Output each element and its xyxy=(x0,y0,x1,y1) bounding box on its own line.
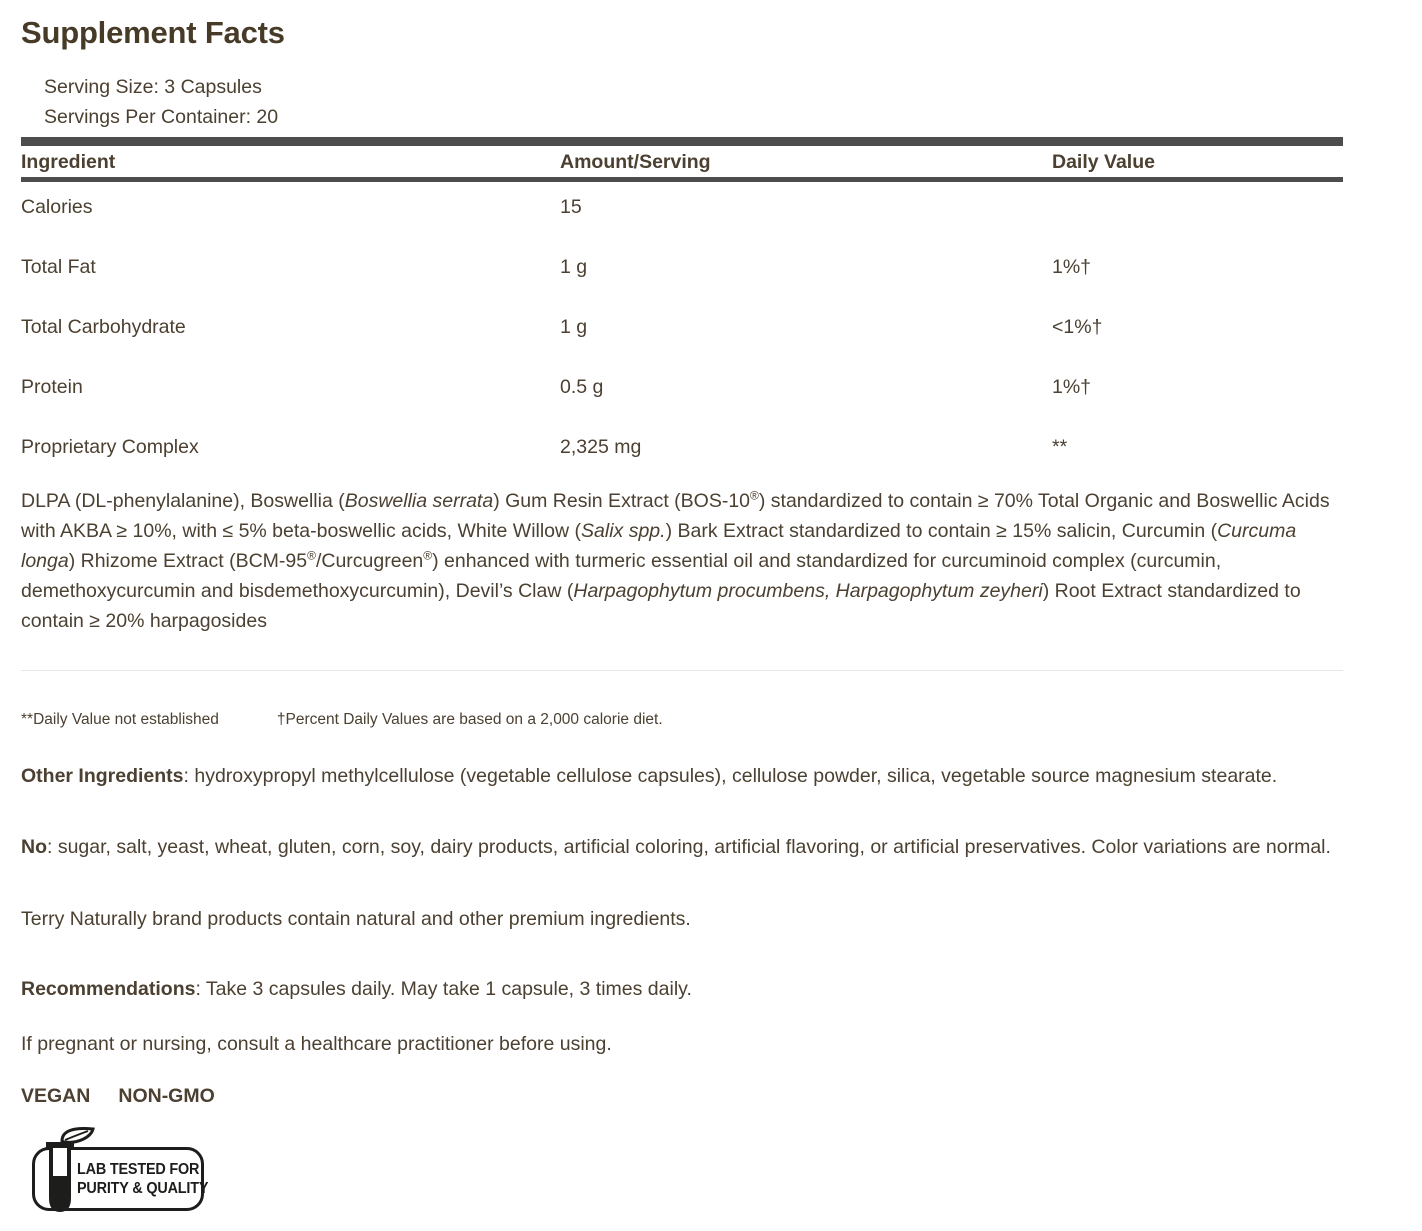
lab-badge-text xyxy=(77,1160,208,1198)
serving-size: Serving Size: 3 Capsules xyxy=(44,76,262,98)
header-daily-value: Daily Value xyxy=(1052,151,1155,173)
diet-badges xyxy=(21,1085,1422,1108)
table-row xyxy=(21,242,1345,302)
lab-badge-line1: LAB TESTED FOR xyxy=(77,1161,200,1178)
amount-per-serving: 15 xyxy=(560,196,582,218)
lab-badge-line2: PURITY & QUALITY xyxy=(77,1180,209,1197)
brand-statement: Terry Naturally brand products contain natural and other premium ingredients. xyxy=(21,908,691,930)
daily-value: ** xyxy=(1052,436,1068,458)
vegan-badge: VEGAN xyxy=(21,1085,91,1107)
ingredient-name: Protein xyxy=(21,376,83,398)
recommendations-label: Recommendations xyxy=(21,978,196,1000)
table-row xyxy=(21,302,1345,362)
recommendations-statement xyxy=(21,974,1345,1004)
no-text: : sugar, salt, yeast, wheat, gluten, corn, soy, dairy products, artificial coloring, artificial flavoring, or artificial preservatives. Color variations are normal. xyxy=(47,836,1331,858)
other-ingredients-label: Other Ingredients xyxy=(21,765,184,787)
daily-value-footnote: **Daily Value not established xyxy=(21,711,219,728)
header-amount-per-serving: Amount/Serving xyxy=(560,151,711,173)
pregnancy-warning: If pregnant or nursing, consult a healthcare practitioner before using. xyxy=(21,1033,612,1055)
no-label: No xyxy=(21,836,47,858)
header-ingredient: Ingredient xyxy=(21,151,116,173)
table-row xyxy=(21,182,1345,242)
amount-per-serving: 1 g xyxy=(560,256,588,278)
no-additives-statement xyxy=(21,832,1345,862)
top-divider-bar xyxy=(21,137,1343,146)
page-title: Supplement Facts xyxy=(21,15,285,50)
ingredient-name: Total Fat xyxy=(21,256,96,278)
proprietary-complex-description: DLPA (DL-phenylalanine), Boswellia (Boswellia serrata) Gum Resin Extract (BOS-10®) standardized to contain ≥ 70% Total Organic and Boswellic Acids with AKBA ≥ 10%, with ≤ 5% beta-boswellic acids, White Willow (Salix spp.) Bark Extract standardized to contain ≥ 15% salicin, Curcumin (Curcuma longa) Rhizome Extract (BCM-95®/Curcugreen®) enhanced with turmeric essential oil and standardized for curcuminoid complex (curcumin, demethoxycurcumin and bisdemethoxycurcumin), Devil’s Claw (Harpagophytum procumbens, Harpagophytum zeyheri) Root Extract standardized to contain ≥ 20% harpagosides xyxy=(21,488,1330,632)
other-ingredients-statement xyxy=(21,761,1345,791)
lab-tested-badge xyxy=(32,1147,209,1211)
non-gmo-badge: NON-GMO xyxy=(118,1085,215,1107)
ingredient-name: Proprietary Complex xyxy=(21,436,199,458)
ingredient-name: Calories xyxy=(21,196,93,218)
other-ingredients-text: : hydroxypropyl methylcellulose (vegetable cellulose capsules), cellulose powder, silica, vegetable source magnesium stearate. xyxy=(183,765,1278,787)
daily-value: 1%† xyxy=(1052,256,1092,278)
table-row xyxy=(21,362,1345,422)
facts-table xyxy=(21,182,1345,482)
table-header-row xyxy=(21,146,1345,177)
amount-per-serving: 1 g xyxy=(560,316,588,338)
table-row xyxy=(21,422,1345,482)
daily-value xyxy=(1052,197,1345,217)
percent-daily-value-footnote: †Percent Daily Values are based on a 2,000 calorie diet. xyxy=(276,711,663,728)
amount-per-serving: 2,325 mg xyxy=(560,436,642,458)
recommendations-text: : Take 3 capsules daily. May take 1 capsule, 3 times daily. xyxy=(195,978,692,1000)
section-divider xyxy=(21,670,1343,671)
serving-info xyxy=(44,72,1422,132)
servings-per-container: Servings Per Container: 20 xyxy=(44,106,279,128)
daily-value: <1%† xyxy=(1052,316,1103,338)
ingredient-name: Total Carbohydrate xyxy=(21,316,186,338)
daily-value: 1%† xyxy=(1052,376,1092,398)
amount-per-serving: 0.5 g xyxy=(560,376,604,398)
footnotes xyxy=(21,711,1422,729)
